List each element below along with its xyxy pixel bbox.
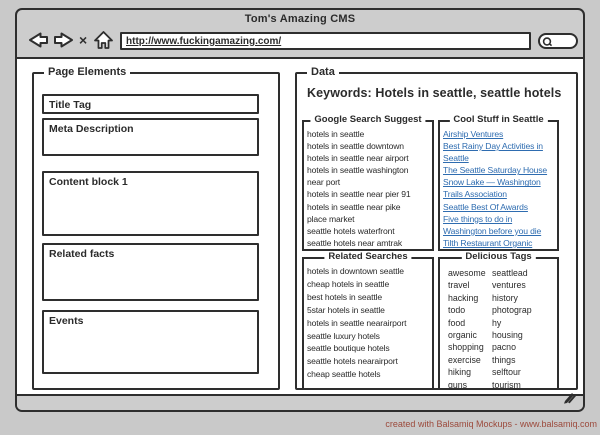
form-field-box[interactable]	[42, 243, 259, 301]
google-suggest-list	[304, 122, 432, 249]
tag-left: exercise	[448, 354, 481, 365]
suggest-item: seattle hotels near amtrak	[307, 237, 402, 248]
tag-left: shopping	[448, 342, 484, 353]
tag-row	[448, 317, 557, 329]
form-field-label: Title Tag	[49, 99, 92, 111]
cool-stuff-link[interactable]: The Seattle Saturday House	[443, 165, 548, 176]
window-bottom-bar	[17, 396, 583, 410]
tag-right: housing	[492, 330, 523, 341]
window-title: Tom's Amazing CMS	[244, 13, 356, 25]
form-field-label: Events	[49, 315, 84, 327]
form-field-box[interactable]	[42, 171, 259, 236]
form-field-box[interactable]	[42, 310, 259, 374]
suggest-item: place market	[307, 213, 355, 224]
tag-row	[448, 292, 557, 304]
url-input[interactable]	[120, 32, 531, 50]
tag-left: hacking	[448, 292, 479, 303]
delicious-tags-panel	[438, 251, 559, 390]
back-arrow-icon[interactable]	[27, 30, 50, 55]
suggest-item: hotels in seattle near pier 91	[307, 189, 411, 200]
related-searches-panel	[302, 251, 434, 390]
tag-left: travel	[448, 280, 470, 291]
cool-stuff-link[interactable]: Seattle	[443, 153, 469, 164]
cool-stuff-links	[440, 122, 557, 249]
cool-stuff-link[interactable]: Airship Ventures	[443, 129, 504, 139]
cool-stuff-link[interactable]: Seattle Best Of Awards	[443, 201, 528, 212]
related-searches-title: Related Searches	[324, 251, 411, 262]
cool-stuff-link[interactable]: Best Rainy Day Activities in	[443, 141, 543, 152]
cool-stuff-link[interactable]: Tilth Restaurant Organic	[443, 237, 533, 248]
tag-right: photograp	[492, 305, 532, 316]
related-search-item: seattle hotels nearairport	[307, 356, 398, 367]
magnifier-icon	[542, 36, 556, 47]
tag-left: guns	[448, 379, 468, 390]
cool-stuff-panel	[438, 114, 559, 251]
related-searches-list	[304, 259, 432, 381]
tag-left: organic	[448, 330, 477, 341]
related-search-item: 5star hotels in seattle	[307, 304, 385, 315]
cool-stuff-link[interactable]: Snow Lake — Washington	[443, 177, 541, 188]
keywords-heading: Keywords: Hotels in seattle, seattle hotels	[307, 86, 562, 100]
tag-row	[448, 366, 557, 378]
google-search-suggest-title: Google Search Suggest	[310, 114, 425, 125]
tag-row	[448, 267, 557, 279]
tag-right: pacno	[492, 342, 516, 353]
tag-right: history	[492, 292, 518, 303]
tag-row	[448, 304, 557, 316]
delicious-tags-title: Delicious Tags	[461, 251, 535, 262]
tag-left: awesome	[448, 268, 486, 278]
balsamiq-watermark: created with Balsamiq Mockups - www.balsamiq.com	[385, 419, 597, 429]
home-icon[interactable]	[93, 30, 114, 55]
suggest-item: hotels in seattle	[307, 129, 365, 139]
suggest-item: near port	[307, 177, 341, 188]
search-input[interactable]	[538, 33, 578, 49]
suggest-item: hotels in seattle washington	[307, 165, 409, 176]
related-search-item: cheap seattle hotels	[307, 369, 381, 380]
cool-stuff-link[interactable]: Washington before you die	[443, 225, 542, 236]
tag-right: hy	[492, 317, 502, 328]
suggest-item: seattle hotels waterfront	[307, 225, 395, 236]
google-search-suggest-panel	[302, 114, 434, 251]
tag-row	[448, 341, 557, 353]
related-search-item: seattle luxury hotels	[307, 330, 380, 341]
tag-right: things	[492, 354, 516, 365]
tag-left: todo	[448, 305, 466, 316]
data-label: Data	[307, 66, 339, 78]
related-search-item: cheap hotels in seattle	[307, 278, 390, 289]
tag-right: ventures	[492, 280, 526, 291]
forward-arrow-icon[interactable]	[52, 30, 75, 55]
form-field-label: Related facts	[49, 248, 115, 260]
tag-right: selftour	[492, 367, 521, 378]
suggest-item: hotels in seattle downtown	[307, 141, 404, 152]
browser-toolbar	[17, 28, 583, 57]
form-field-label: Content block 1	[49, 176, 128, 188]
tag-right: seattlead	[492, 268, 528, 278]
related-search-item: seattle boutique hotels	[307, 343, 390, 354]
related-search-item: hotels in downtown seattle	[307, 266, 404, 276]
page-elements-group	[32, 66, 280, 390]
cool-stuff-link[interactable]: Trails Association	[443, 189, 507, 200]
suggest-item: hotels in seattle near pike	[307, 201, 401, 212]
tag-row	[448, 279, 557, 291]
form-field-label: Meta Description	[49, 123, 134, 135]
data-group	[295, 66, 578, 390]
tag-row	[448, 329, 557, 341]
tag-left: food	[448, 317, 466, 328]
delicious-tags-list	[440, 259, 557, 391]
tag-row	[448, 354, 557, 366]
form-field-box[interactable]	[42, 118, 259, 156]
tag-right: tourism	[492, 379, 521, 390]
page-elements-label: Page Elements	[44, 66, 130, 78]
tag-row	[448, 379, 557, 391]
form-field-box[interactable]	[42, 94, 259, 114]
stop-x-icon[interactable]: ×	[79, 32, 88, 48]
suggest-item: hotels in seattle near airport	[307, 153, 409, 164]
balsamiq-pencil-icon	[562, 391, 577, 409]
related-search-item: best hotels in seattle	[307, 291, 383, 302]
cool-stuff-title: Cool Stuff in Seattle	[449, 114, 547, 125]
cool-stuff-link[interactable]: Five things to do in	[443, 213, 513, 224]
tag-left: hiking	[448, 367, 471, 378]
related-search-item: hotels in seattle nearairport	[307, 317, 407, 328]
